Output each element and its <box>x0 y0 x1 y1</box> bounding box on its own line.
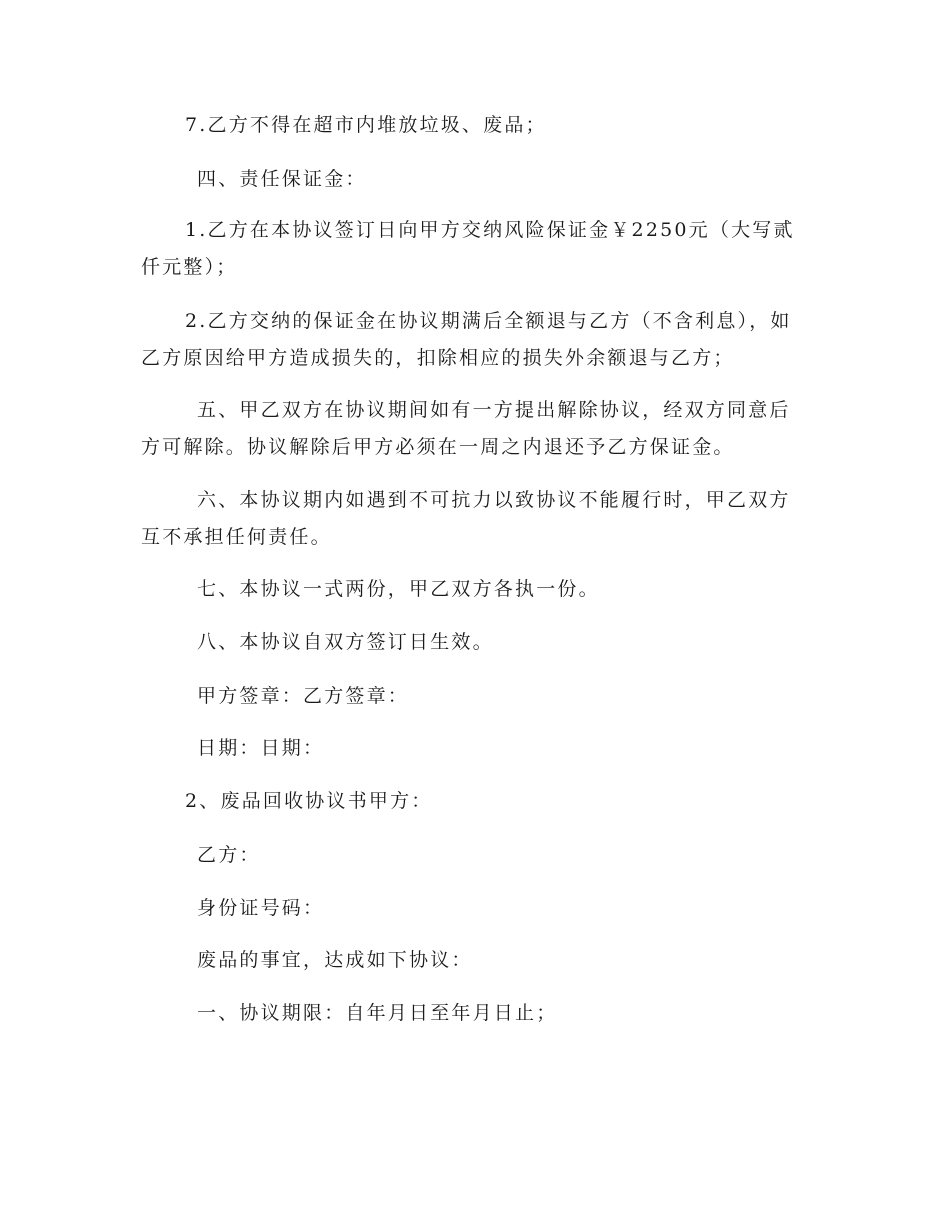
deposit-clause-2: 2.乙方交纳的保证金在协议期满后全额退与乙方（不含利息），如乙方原因给甲方造成损失的，扣除相应的损失外余额退与乙方； <box>141 310 792 369</box>
party-b-line: 乙方： <box>197 844 261 866</box>
date-line: 日期：日期： <box>197 737 325 759</box>
section-8-effective: 八、本协议自双方签订日生效。 <box>197 631 494 653</box>
deposit-clause-1: 1.乙方在本协议签订日向甲方交纳风险保证金￥2250元（大写贰仟元整）； <box>141 219 795 278</box>
clause-7-no-waste-storage: 7.乙方不得在超市内堆放垃圾、废品； <box>185 114 547 136</box>
section-4-heading: 四、责任保证金： <box>197 168 367 190</box>
section-5-termination: 五、甲乙双方在协议期间如有一方提出解除协议，经双方同意后方可解除。协议解除后甲方必须在一周之内退还予乙方保证金。 <box>141 399 791 458</box>
term-clause-1: 一、协议期限：自年月日至年月日止； <box>197 1002 558 1024</box>
second-agreement-title: 2、废品回收协议书甲方： <box>185 790 433 812</box>
signature-line: 甲方签章：乙方签章： <box>197 685 410 707</box>
id-number-line: 身份证号码： <box>197 897 325 919</box>
section-6-force-majeure: 六、本协议期内如遇到不可抗力以致协议不能履行时，甲乙双方互不承担任何责任。 <box>141 489 791 548</box>
agreement-intro: 废品的事宜，达成如下协议： <box>197 949 473 971</box>
section-7-copies: 七、本协议一式两份，甲乙双方各执一份。 <box>197 578 600 600</box>
